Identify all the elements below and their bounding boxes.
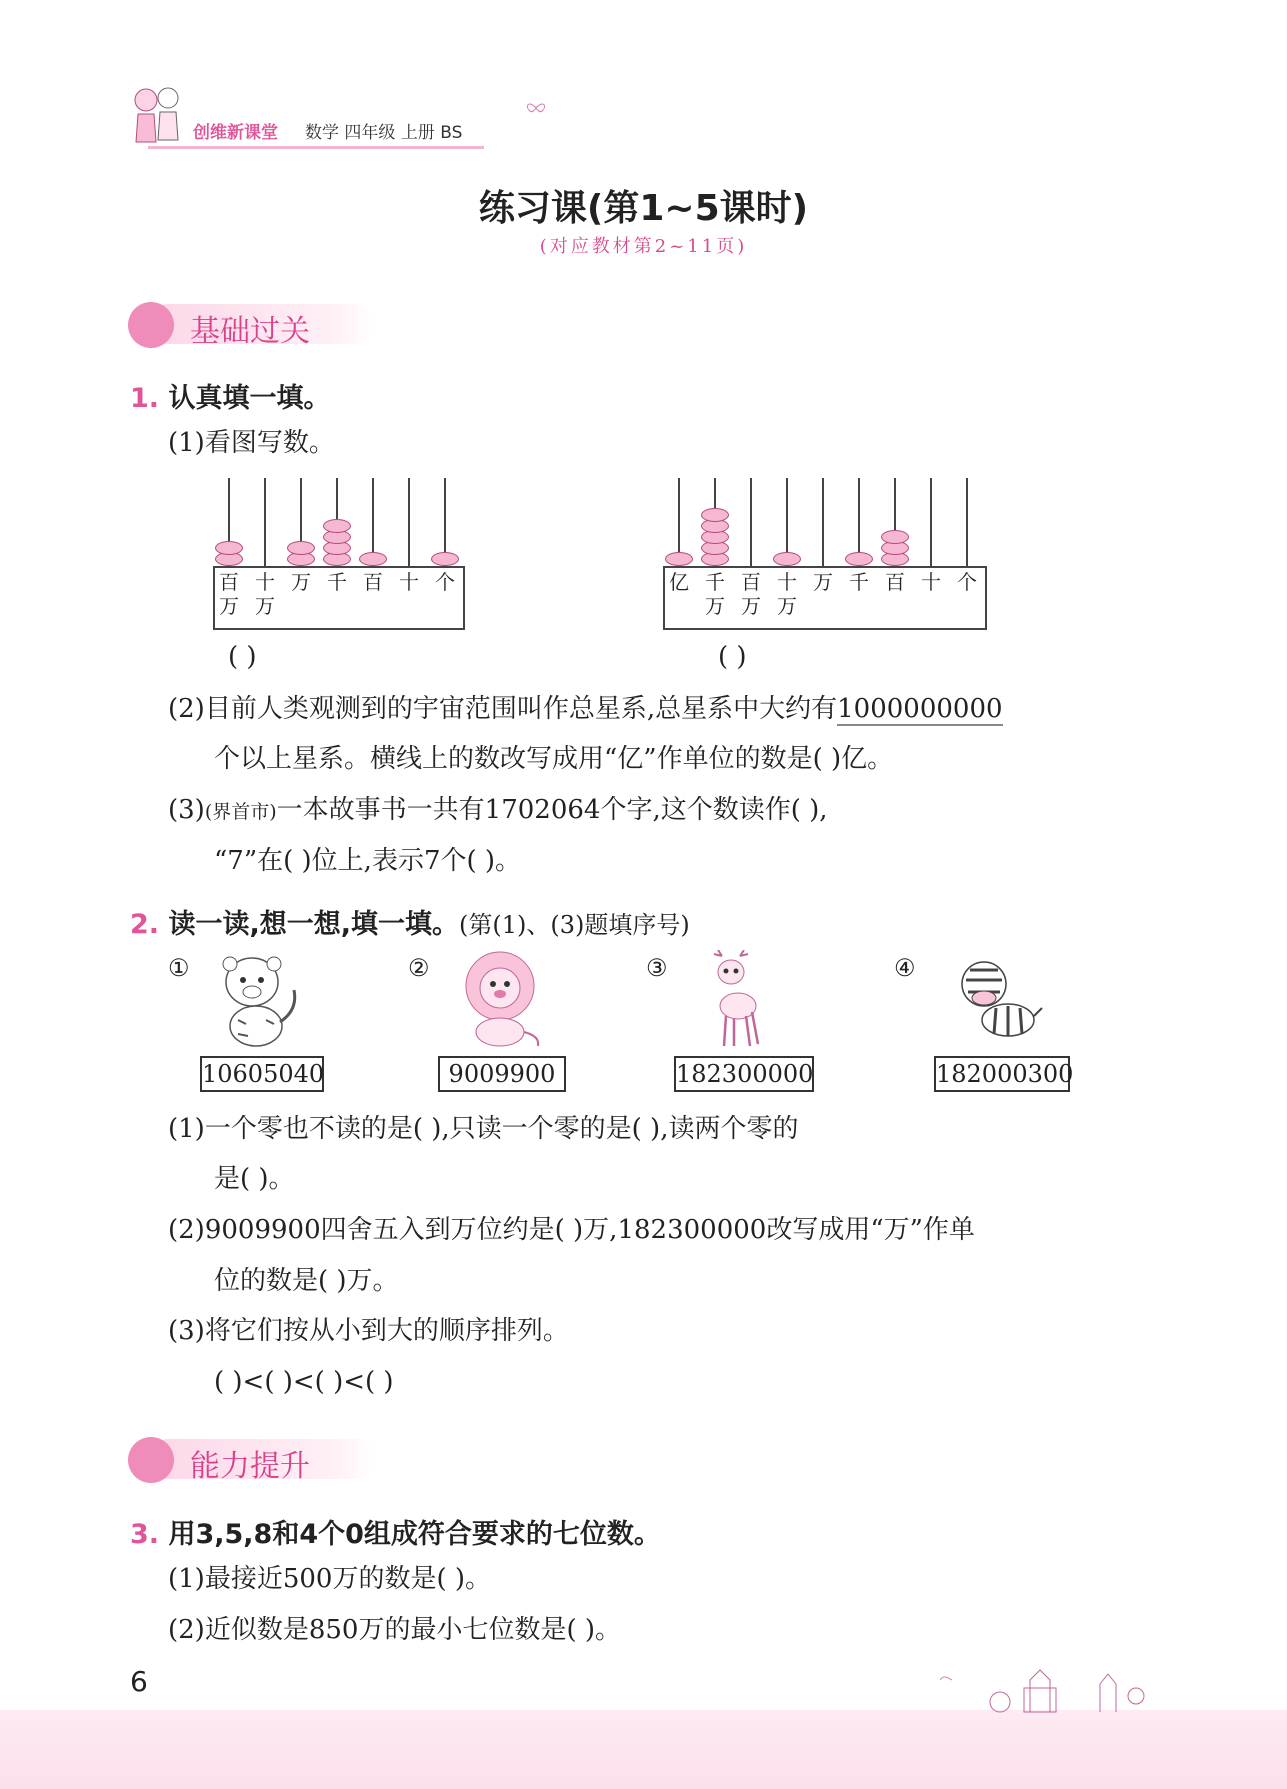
answer-paren-2[interactable]: ( ) [718, 642, 747, 672]
place-value-label: 十 [399, 570, 419, 594]
animal-number-box: 10605040 [200, 1056, 324, 1092]
q1-part2-number: 1000000000 [837, 694, 1003, 724]
question-number: 2. [130, 909, 160, 940]
q2-part3-order[interactable]: ( )<( )<( )<( ) [214, 1367, 394, 1397]
q2-part2-line2: 位的数是( )万。 [214, 1266, 399, 1296]
question-text: 认真填一填。 [168, 383, 331, 414]
place-value-label: 个 [957, 570, 977, 594]
q3-part2: (2)近似数是850万的最小七位数是( )。 [168, 1615, 622, 1645]
question-text: 读一读,想一想,填一填。 [168, 909, 459, 940]
question-number: 3. [130, 1519, 160, 1550]
place-value-label: 亿 [669, 570, 689, 594]
abacus-bead [773, 552, 801, 566]
page-number: 6 [130, 1665, 148, 1698]
q1-part3-city: (界首市) [204, 801, 277, 823]
q1-part2-text: (2)目前人类观测到的宇宙范围叫作总星系,总星系中大约有 [168, 694, 838, 724]
abacus-bead [881, 530, 909, 544]
q1-part3-line2: “7”在( )位上,表示7个( )。 [214, 846, 522, 876]
animal-index: ③ [646, 954, 668, 982]
place-value-label: 千 [327, 570, 347, 594]
question-note: (第(1)、(3)题填序号) [458, 911, 690, 939]
q2-part1-line2: 是( )。 [214, 1164, 295, 1194]
animal-index: ② [408, 954, 430, 982]
header-mascot-icon [128, 84, 188, 148]
question-text: 用3,5,8和4个0组成符合要求的七位数。 [168, 1519, 661, 1550]
abacus-rod [408, 478, 410, 566]
page-title: 练习课(第1~5课时) [478, 188, 809, 229]
q2-part1-line1: (1)一个零也不读的是( ),只读一个零的是( ),读两个零的 [168, 1114, 799, 1144]
place-value-label: 十 万 [777, 570, 797, 618]
animal-number-box: 182000300 [934, 1056, 1070, 1092]
abacus-bead [431, 552, 459, 566]
section-advanced [128, 1437, 378, 1483]
animal-number-box: 9009900 [438, 1056, 566, 1092]
question-1 [130, 376, 330, 415]
abacus-1 [213, 478, 467, 630]
place-value-label: 个 [435, 570, 455, 594]
q1-part3-label: (3) [168, 795, 205, 825]
animal-index: ① [168, 954, 190, 982]
abacus-bead [359, 552, 387, 566]
place-value-label: 百 [363, 570, 383, 594]
place-value-label: 万 [813, 570, 833, 594]
section-title: 能力提升 [190, 1449, 310, 1484]
answer-paren-1[interactable]: ( ) [228, 642, 257, 672]
q3-part1: (1)最接近500万的数是( )。 [168, 1564, 492, 1594]
question-2 [130, 902, 690, 941]
place-value-label: 千 万 [705, 570, 725, 618]
abacus-rod [966, 478, 968, 566]
tiger-icon [218, 950, 304, 1054]
abacus-bead [845, 552, 873, 566]
abacus-bead [323, 519, 351, 533]
q1-part3-line1 [168, 795, 828, 826]
place-value-label: 百 万 [219, 570, 239, 618]
page-subtitle: (对应教材第2~11页) [539, 236, 748, 257]
abacus-bead [701, 508, 729, 522]
animal-number-box: 182300000 [674, 1056, 814, 1092]
animal-index: ④ [894, 954, 916, 982]
place-value-label: 十 [921, 570, 941, 594]
place-value-label: 万 [291, 570, 311, 594]
question-3 [130, 1512, 661, 1551]
butterfly-icon [525, 100, 547, 120]
lion-icon [458, 950, 548, 1054]
abacus-bead [215, 541, 243, 555]
castle-decoration-icon [940, 1650, 1160, 1718]
abacus-rod [750, 478, 752, 566]
section-title: 基础过关 [190, 314, 310, 349]
abacus-bead [665, 552, 693, 566]
q1-part3-text: 一本故事书一共有1702064个字,这个数读作( ), [276, 795, 828, 825]
header-brand: 创维新课堂 [193, 123, 278, 143]
abacus-2 [663, 478, 989, 630]
footer-band [0, 1710, 1287, 1789]
header-book-info: 数学 四年级 上册 BS [305, 123, 463, 143]
abacus-rod [822, 478, 824, 566]
q1-part2-line1 [168, 694, 1003, 725]
q2-part2-line1: (2)9009900四舍五入到万位约是( )万,182300000改写成用“万”作单 [168, 1215, 975, 1245]
place-value-label: 百 万 [741, 570, 761, 618]
place-value-label: 百 [885, 570, 905, 594]
abacus-bead [287, 541, 315, 555]
section-mascot-icon [128, 1437, 174, 1483]
header-underline [148, 146, 484, 149]
place-value-label: 千 [849, 570, 869, 594]
deer-icon [700, 950, 770, 1054]
section-basic [128, 302, 378, 348]
question-number: 1. [130, 383, 160, 414]
q2-part3: (3)将它们按从小到大的顺序排列。 [168, 1316, 569, 1346]
zebra-icon [950, 950, 1050, 1054]
q1-part2-line2: 个以上星系。横线上的数改写成用“亿”作单位的数是( )亿。 [214, 744, 894, 774]
q1-part1: (1)看图写数。 [168, 428, 335, 458]
place-value-label: 十 万 [255, 570, 275, 618]
abacus-rod [930, 478, 932, 566]
section-mascot-icon [128, 302, 174, 348]
abacus-rod [264, 478, 266, 566]
